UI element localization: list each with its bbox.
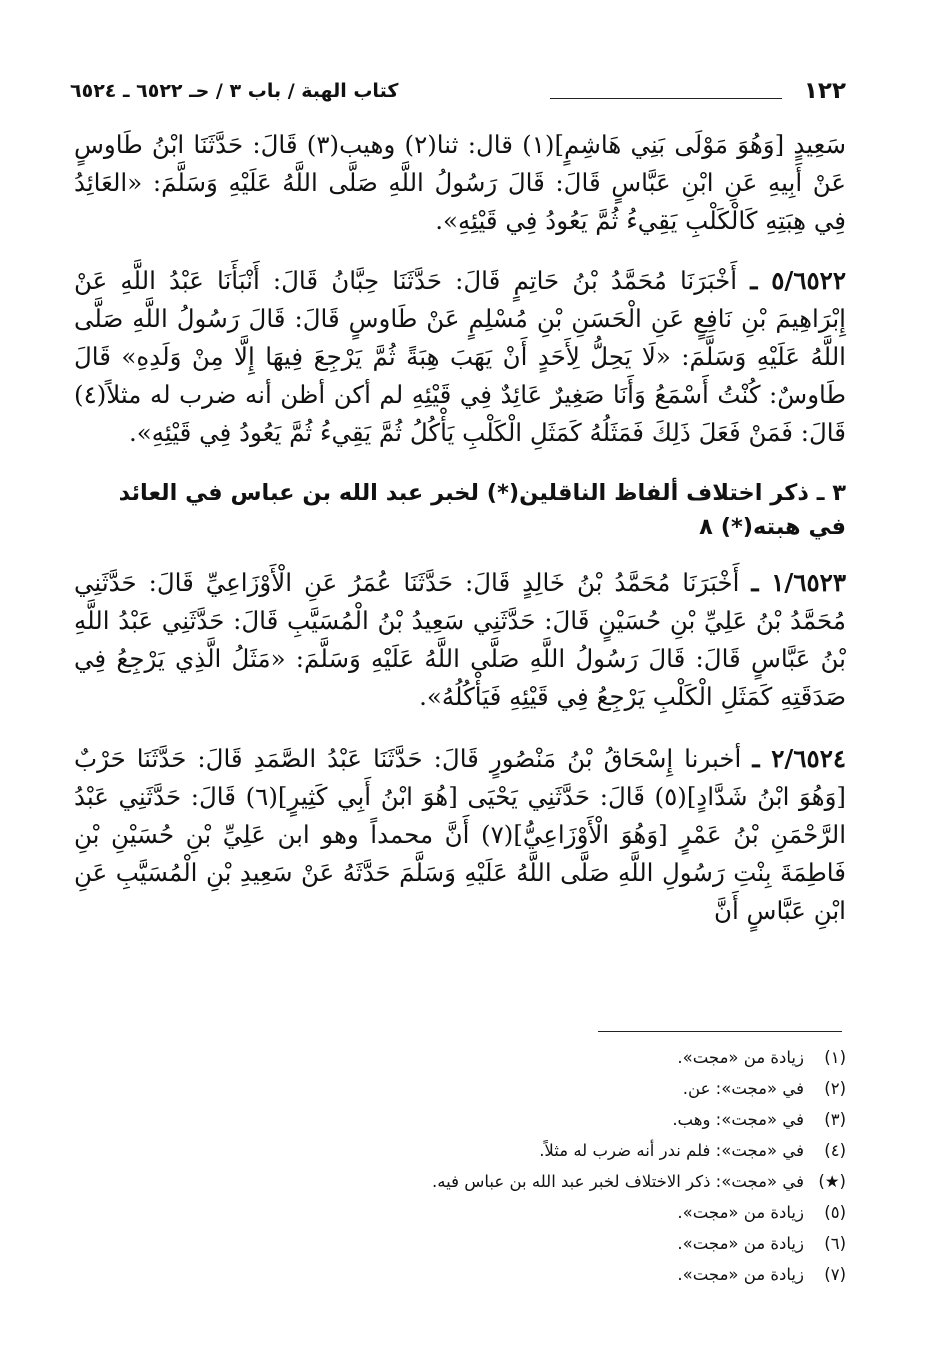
- paragraph-text: أَخْبَرَنَا مُحَمَّدُ بْنُ حَاتِمٍ قَالَ: حَدَّثَنَا حِبَّانُ قَالَ: أَنْبَأَنَا عَبْدُ اللَّهِ عَنْ إِبْرَاهِيمَ بْنِ نَافِعٍ عَنِ الْحَسَنِ بْنِ مُسْلِمٍ عَنْ طَاوسٍ قَالَ: قَالَ رَسُولُ اللَّهِ صَلَّى اللَّهُ عَلَيْهِ وَسَلَّمَ: «لَا يَحِلُّ لِأَحَدٍ أَنْ يَهَبَ هِبَةً ثُمَّ يَرْجِعَ فِيهَا إِلَّا مِنْ وَلَدِهِ» قَالَ طَاوسٌ: كُنْتُ أَسْمَعُ وَأَنَا صَغِيرٌ عَائِدٌ فِي قَيْئِهِ لم أكن أظن أنه ضرب له مثلاً(٤) قَالَ: فَمَنْ فَعَلَ ذَلِكَ فَمَثَلُهُ كَمَثَلِ الْكَلْبِ يَأْكُلُ ثُمَّ يَقِيءُ ثُمَّ يَعُودُ فِي قَيْئِهِ».: [74, 266, 846, 447]
- paragraph-text: سَعِيدٍ [وَهُوَ مَوْلَى بَنِي هَاشِمٍ](١) قال: ثنا(٢) وهيب(٣) قَالَ: حَدَّثَنَا ابْنُ طَاوسٍ عَنْ أَبِيهِ عَنِ ابْنِ عَبَّاسٍ قَالَ: قَالَ رَسُولُ اللَّهِ صَلَّى اللَّهُ عَلَيْهِ وَسَلَّمَ: «العَائِدُ فِي هِبَتِهِ كَالْكَلْبِ يَقِيءُ ثُمَّ يَعُودُ فِي قَيْئِهِ».: [74, 130, 847, 235]
- hadith-number: ١/٦٥٢٣ ـ: [751, 568, 846, 597]
- footnote-mark: (١): [824, 1048, 846, 1067]
- hadith-number: ٢/٦٥٢٤ ـ: [752, 744, 847, 773]
- footnote-mark: (٢): [824, 1079, 846, 1098]
- footnote-text: زيادة من «مجت».: [677, 1234, 804, 1253]
- footnote-text: زيادة من «مجت».: [677, 1265, 804, 1284]
- footnote-text: في «مجت»: ذكر الاختلاف لخبر عبد الله بن عباس فيه.: [432, 1172, 804, 1191]
- footnote-text: في «مجت»: فلم ندر أنه ضرب له مثلاً.: [539, 1141, 804, 1160]
- hadith-paragraph-6523: [74, 564, 846, 716]
- footnote-mark: (٤): [824, 1141, 846, 1160]
- footnote-mark: (٧): [824, 1265, 846, 1284]
- footnote-item: [260, 1197, 846, 1228]
- hadith-paragraph-continued: [74, 126, 846, 240]
- hadith-paragraph-6522: [74, 262, 846, 452]
- page-header: [70, 78, 846, 110]
- hadith-number: ٥/٦٥٢٢ ـ: [750, 266, 846, 295]
- footnote-item: [260, 1166, 846, 1197]
- footnote-item: [260, 1104, 846, 1135]
- section-heading: ٣ ـ ذكر اختلاف ألفاظ الناقلين(*) لخبر عبد الله بن عباس في العائد في هبته(*) ٨: [118, 480, 846, 540]
- footnote-item: [260, 1228, 846, 1259]
- footnote-mark: (★): [818, 1172, 846, 1191]
- footnote-item: [260, 1135, 846, 1166]
- footnote-divider: [598, 1031, 842, 1032]
- footnote-item: [260, 1073, 846, 1104]
- footnote-mark: (٣): [824, 1110, 846, 1129]
- footnote-item: [260, 1259, 846, 1290]
- header-rule: [550, 98, 782, 99]
- footnote-mark: (٦): [824, 1234, 846, 1253]
- main-text: [74, 126, 846, 954]
- running-title: كتاب الهبة / باب ٣ / حـ ٦٥٢٢ ـ ٦٥٢٤: [70, 80, 399, 102]
- hadith-paragraph-6524: [74, 740, 846, 930]
- footnote-text: زيادة من «مجت».: [677, 1203, 804, 1222]
- page-number: ١٢٢: [803, 78, 846, 104]
- paragraph-text: أخبرنا إِسْحَاقُ بْنُ مَنْصُورٍ قَالَ: حَدَّثَنَا عَبْدُ الصَّمَدِ قَالَ: حَدَّثَنَا حَرْبٌ [وَهُوَ ابْنُ شَدَّادٍ](٥) قَالَ: حَدَّثَنِي يَحْيَى [هُوَ ابْنُ أَبِي كَثِيرٍ](٦) قَالَ: حَدَّثَنِي عَبْدُ الرَّحْمَنِ بْنُ عَمْرٍ [وَهُوَ الْأَوْزَاعِيُّ](٧) أَنَّ محمداً وهو ابن عَلِيِّ بْنِ حُسَيْنِ بْنِ فَاطِمَةَ بِنْتِ رَسُولِ اللَّهِ صَلَّى اللَّهُ عَلَيْهِ وَسَلَّمَ حَدَّثَهُ عَنْ سَعِيدِ بْنِ الْمُسَيَّبِ عَنِ ابْنِ عَبَّاسٍ أَنَّ: [74, 744, 846, 925]
- footnotes-list: [260, 1042, 846, 1290]
- footnote-item: [260, 1042, 846, 1073]
- footnote-text: زيادة من «مجت».: [677, 1048, 804, 1067]
- footnote-text: في «مجت»: عن.: [682, 1079, 804, 1098]
- footnote-mark: (٥): [824, 1203, 846, 1222]
- paragraph-text: أَخْبَرَنَا مُحَمَّدُ بْنُ خَالِدٍ قَالَ: حَدَّثَنَا عُمَرُ عَنِ الْأَوْزَاعِيِّ قَالَ: حَدَّثَنِي مُحَمَّدُ بْنُ عَلِيِّ بْنِ حُسَيْنٍ قَالَ: حَدَّثَنِي سَعِيدُ بْنُ الْمُسَيَّبِ قَالَ: حَدَّثَنِي عَبْدُ اللَّهِ بْنُ عَبَّاسٍ قَالَ: قَالَ رَسُولُ اللَّهِ صَلَّى اللَّهُ عَلَيْهِ وَسَلَّمَ: «مَثَلُ الَّذِي يَرْجِعُ فِي صَدَقَتِهِ كَمَثَلِ الْكَلْبِ يَرْجِعُ فِي قَيْئِهِ فَيَأْكُلُهُ».: [74, 568, 846, 711]
- footnote-text: في «مجت»: وهب.: [672, 1110, 804, 1129]
